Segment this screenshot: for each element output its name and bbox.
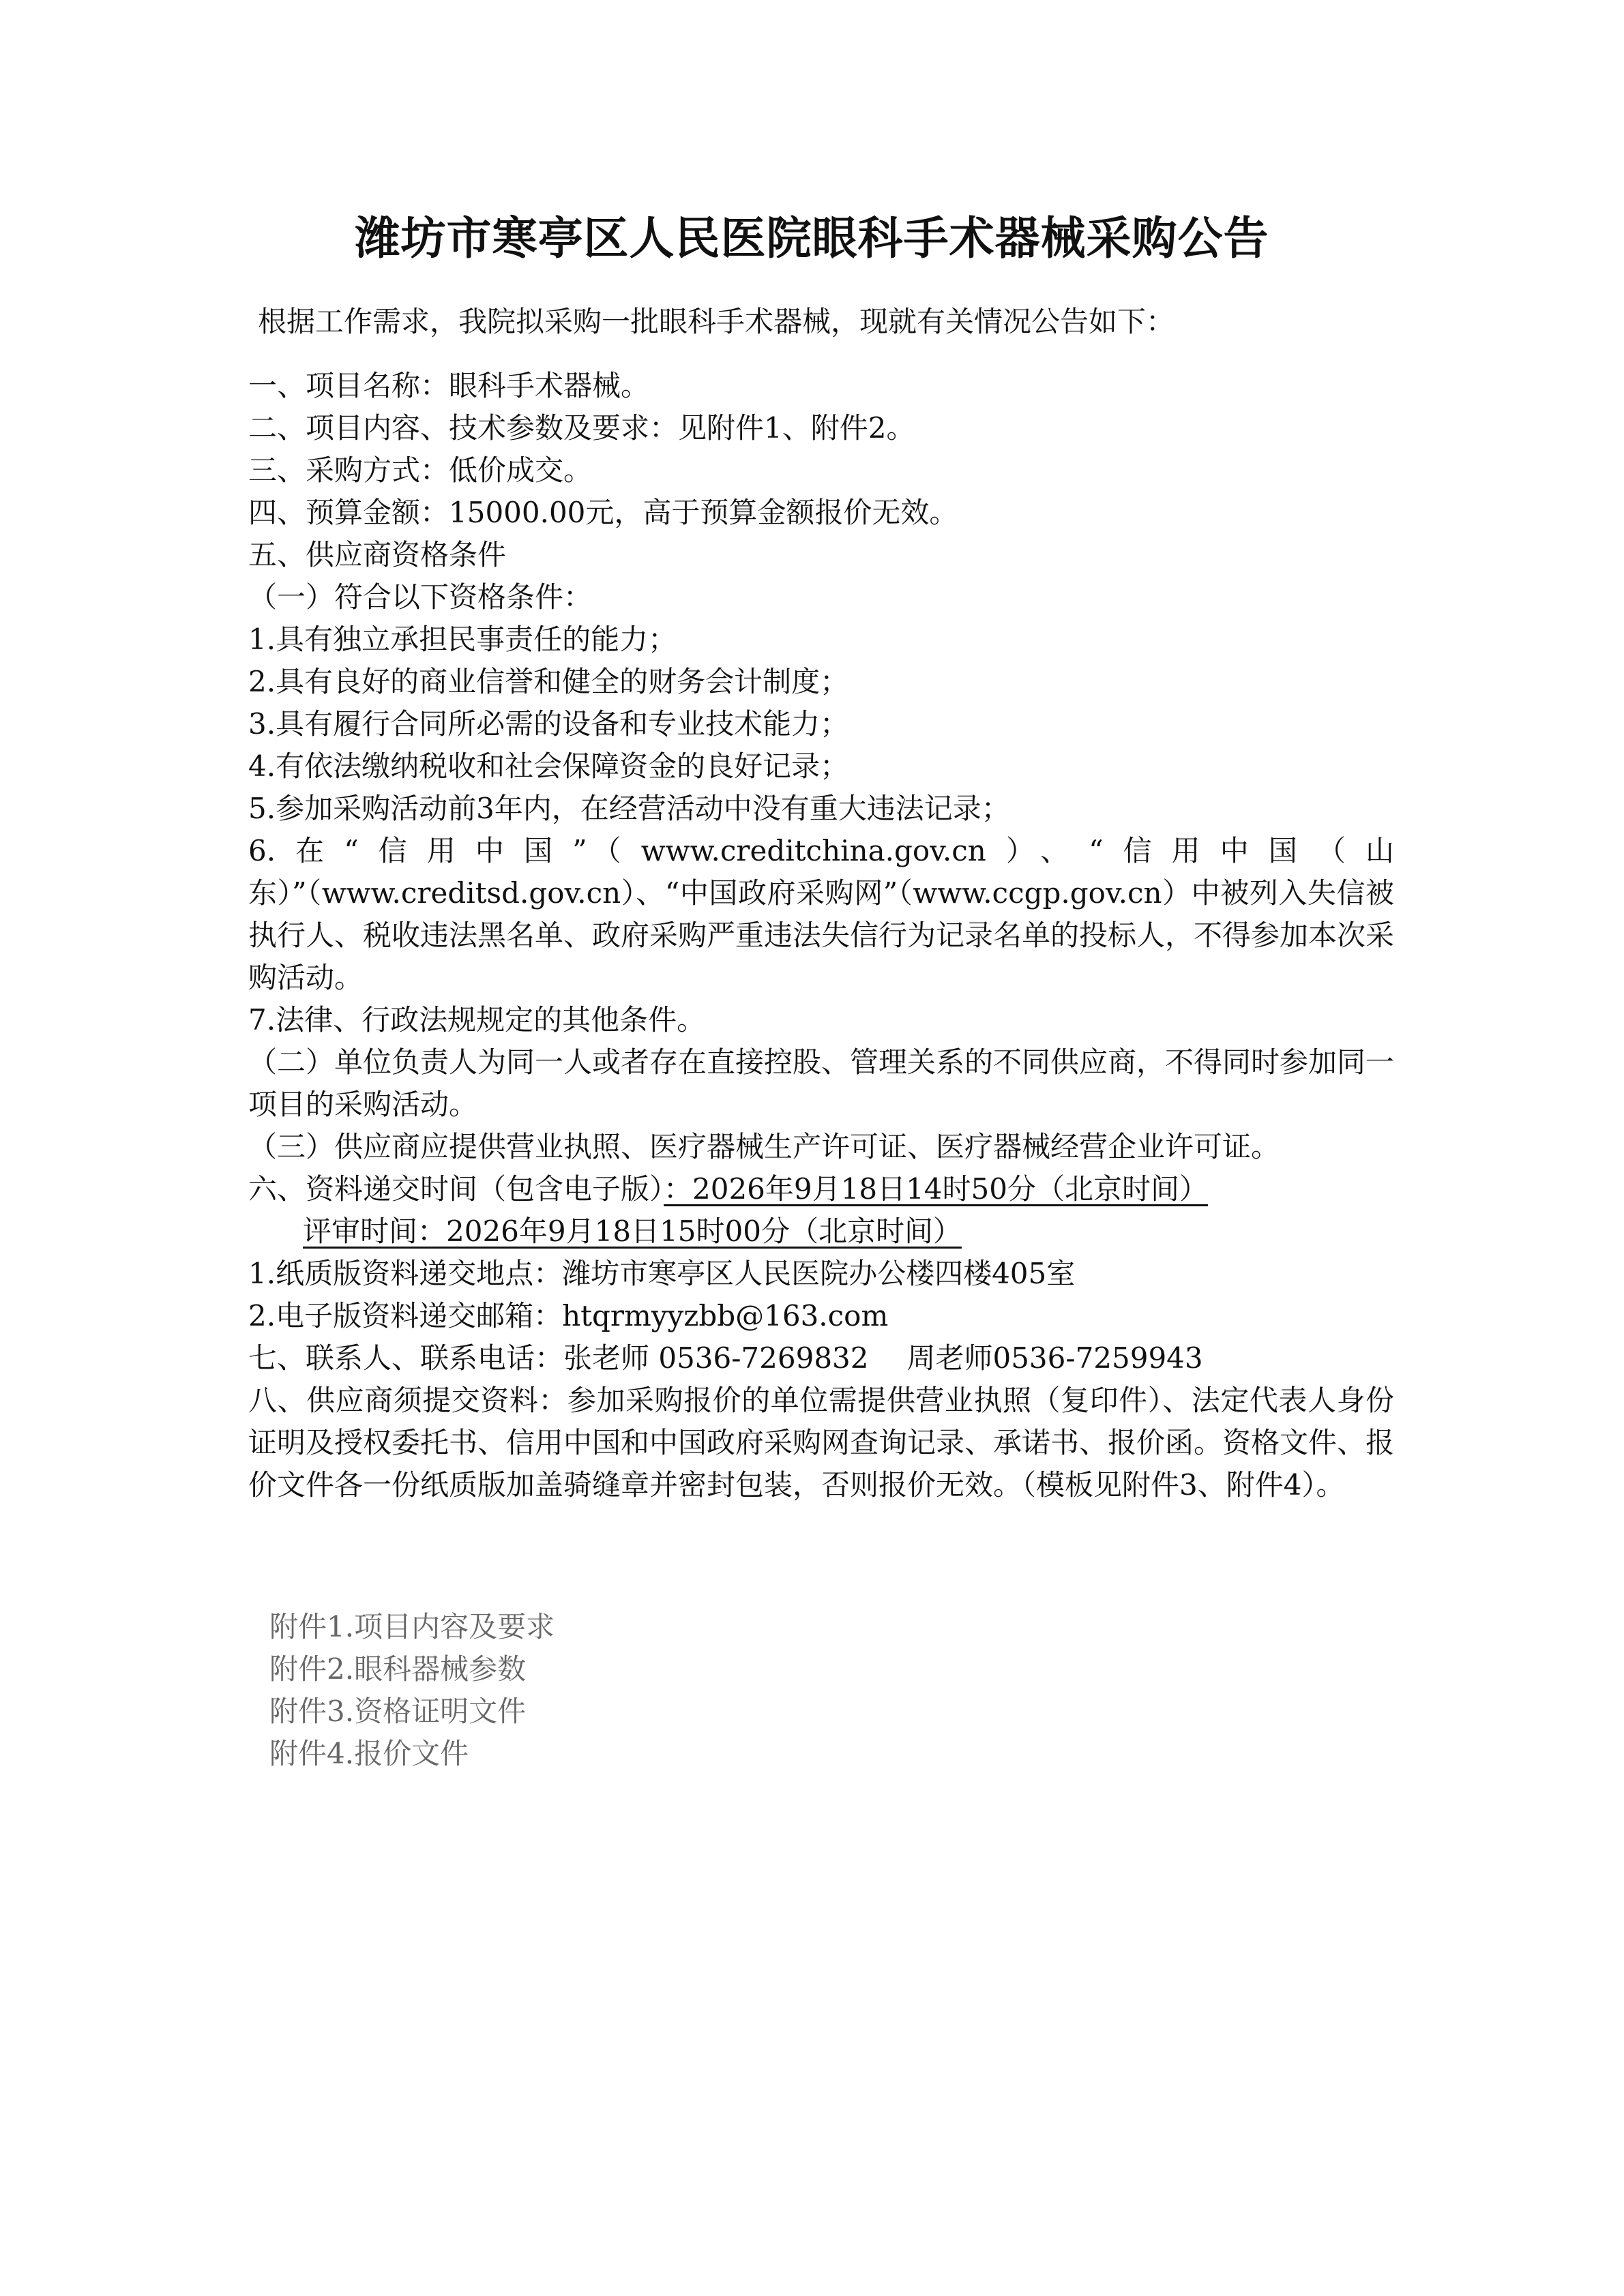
qualification-subsection-1: （一）符合以下资格条件：	[248, 580, 593, 614]
document-title: 潍坊市寒亭区人民医院眼科手术器械采购公告	[355, 211, 1269, 265]
attachment-item: 附件3.资格证明文件	[269, 1695, 527, 1728]
item-contacts	[248, 1337, 1394, 1380]
condition-7: 7.法律、行政法规规定的其他条件。	[248, 1003, 706, 1037]
contact-primary: 七、联系人、联系电话：张老师 0536-7269832	[248, 1341, 869, 1375]
review-time-line	[248, 1210, 1394, 1253]
submission-deadline: ：2026年9月18日14时50分（北京时间）	[664, 1172, 1208, 1206]
attachment-item: 附件1.项目内容及要求	[269, 1610, 555, 1643]
condition-1: 1.具有独立承担民事责任的能力；	[248, 623, 677, 656]
contact-secondary: 周老师0536-7259943	[906, 1341, 1203, 1375]
item-supplier-qualifications: 五、供应商资格条件	[248, 538, 507, 571]
announcement-body	[248, 365, 1394, 1506]
item-project-content: 二、项目内容、技术参数及要求：见附件1、附件2。	[248, 411, 915, 445]
review-time: 评审时间：2026年9月18日15时00分（北京时间）	[303, 1214, 962, 1248]
qualification-subsection-2: （二）单位负责人为同一人或者存在直接控股、管理关系的不同供应商，不得同时参加同一项目的采购活动。	[248, 1045, 1395, 1121]
attachment-item: 附件4.报价文件	[269, 1737, 469, 1770]
paper-submission-address: 1.纸质版资料递交地点：潍坊市寒亭区人民医院办公楼四楼405室	[248, 1257, 1076, 1290]
attachments-list	[269, 1606, 883, 1775]
electronic-submission-email: 2.电子版资料递交邮箱：htqrmyyzbb@163.com	[248, 1299, 889, 1332]
condition-2: 2.具有良好的商业信誉和健全的财务会计制度；	[248, 665, 849, 698]
item-required-documents: 八、供应商须提交资料：参加采购报价的单位需提供营业执照（复印件）、法定代表人身份证明及授权委托书、信用中国和中国政府采购网查询记录、承诺书、报价函。资格文件、报价文件各一份纸质版加盖骑缝章并密封包装，否则报价无效。（模板见附件3、附件4）。	[248, 1384, 1395, 1502]
submission-time-label: 六、资料递交时间（包含电子版）	[248, 1172, 664, 1206]
item-procurement-method: 三、采购方式：低价成交。	[248, 453, 593, 487]
attachment-item: 附件2.眼科器械参数	[269, 1652, 527, 1686]
condition-6: 6.在“信用中国”（www.creditchina.gov.cn）、“信用中国（山东）”（www.creditsd.gov.cn）、“中国政府采购网”（www.ccgp.gov.cn）中被列入失信被执行人、税收违法黑名单、政府采购严重违法失信行为记录名单的投标人，不得参加本次采购活动。	[248, 834, 1395, 994]
condition-5: 5.参加采购活动前3年内，在经营活动中没有重大违法记录；	[248, 792, 1010, 825]
qualification-subsection-3: （三）供应商应提供营业执照、医疗器械生产许可证、医疗器械经营企业许可证。	[248, 1130, 1280, 1163]
item-submission-time	[248, 1168, 1394, 1210]
condition-3: 3.具有履行合同所必需的设备和专业技术能力；	[248, 707, 849, 741]
item-project-name: 一、项目名称：眼科手术器械。	[248, 369, 650, 402]
intro-paragraph: 根据工作需求，我院拟采购一批眼科手术器械，现就有关情况公告如下：	[258, 305, 1175, 338]
condition-4: 4.有依法缴纳税收和社会保障资金的良好记录；	[248, 749, 849, 783]
item-budget: 四、预算金额：15000.00元，高于预算金额报价无效。	[248, 496, 958, 529]
